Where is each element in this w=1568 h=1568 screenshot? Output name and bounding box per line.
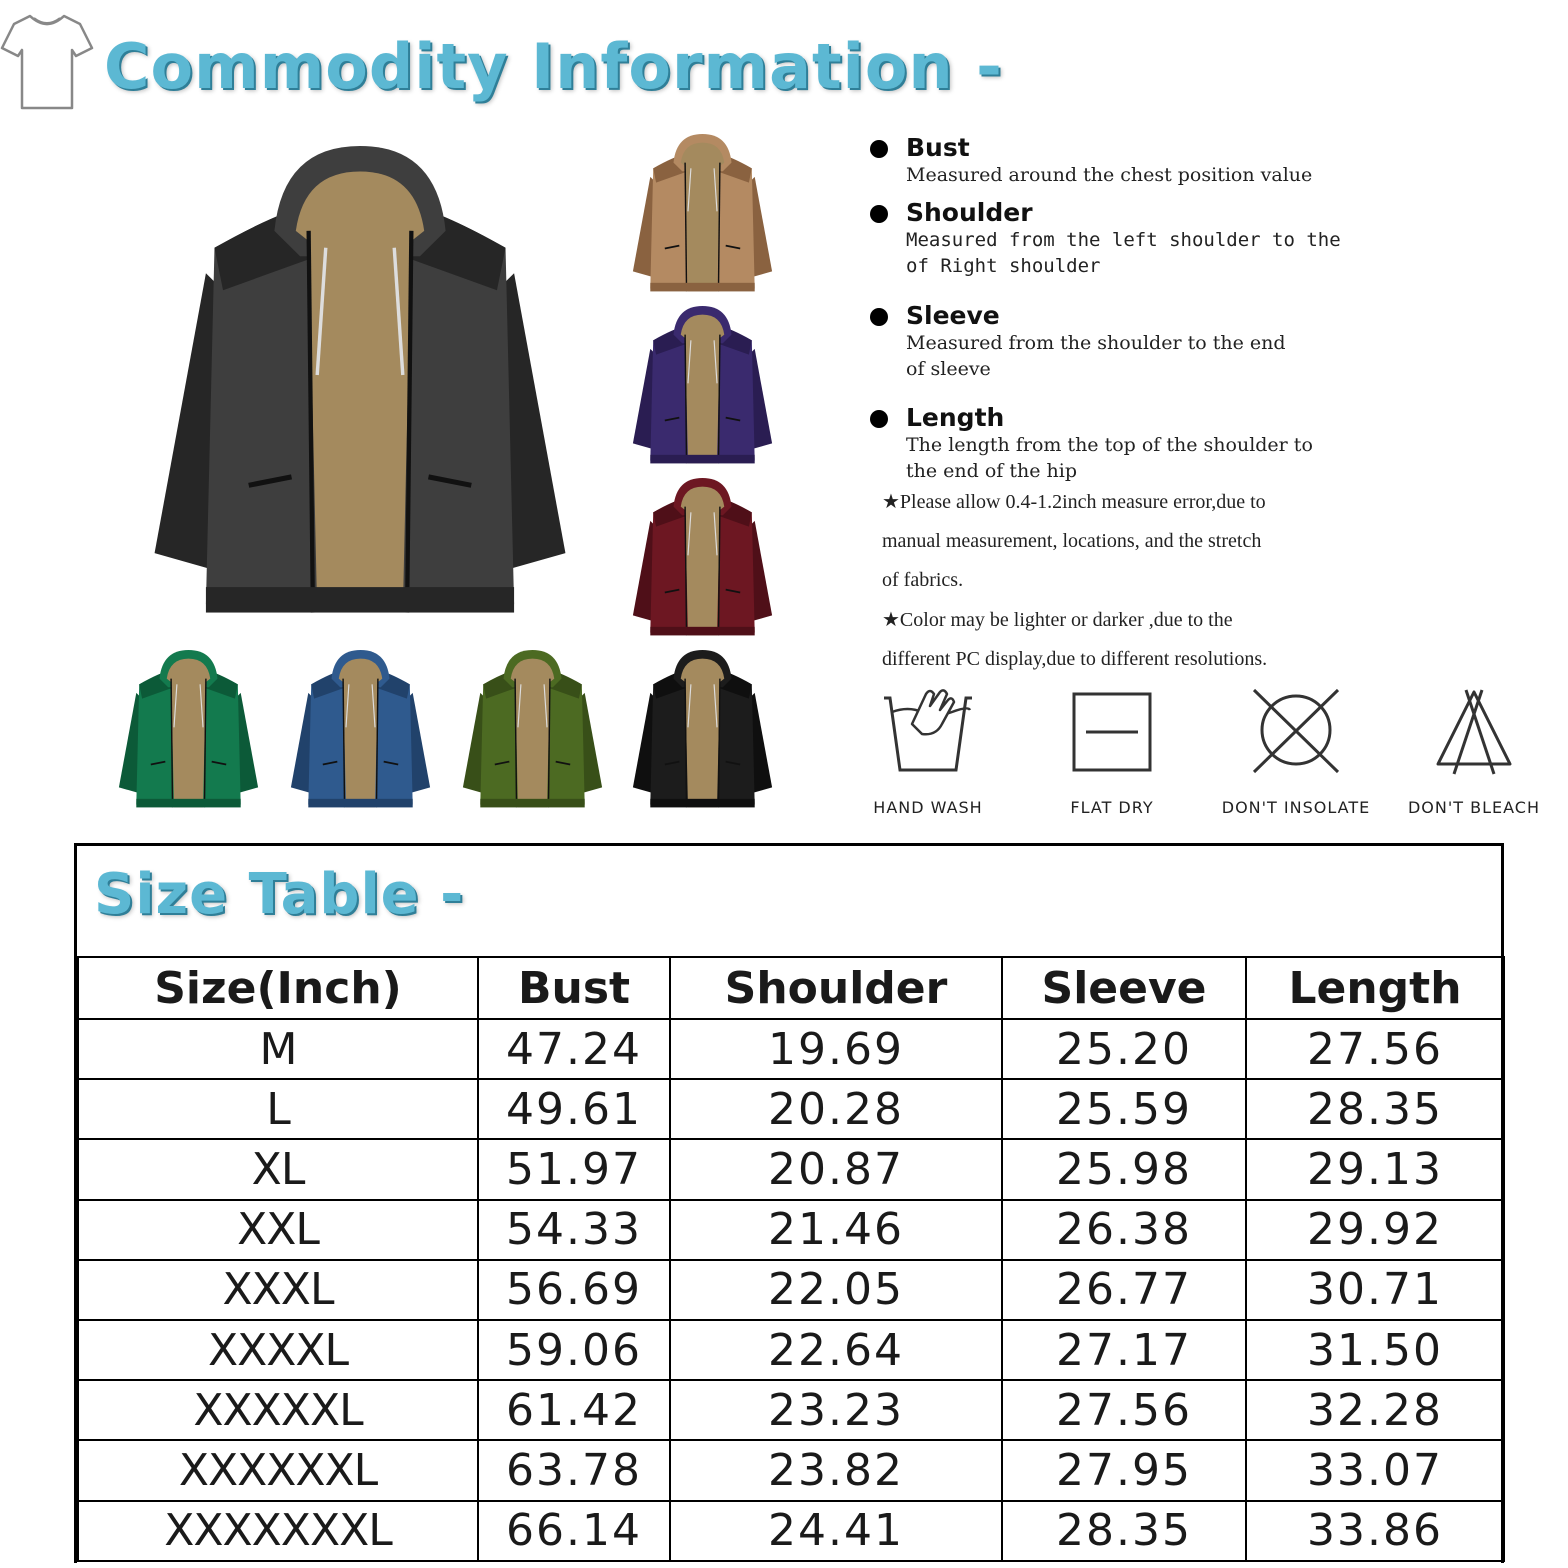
care-dont-insolate bbox=[1206, 684, 1386, 817]
cell-size: XXXXL bbox=[78, 1320, 478, 1380]
cell-size: L bbox=[78, 1079, 478, 1139]
cell-sleeve: 28.35 bbox=[1002, 1501, 1246, 1561]
jacket-image bbox=[630, 478, 775, 644]
cell-shoulder: 20.28 bbox=[670, 1079, 1002, 1139]
jacket-image bbox=[630, 134, 775, 300]
cell-size: XXXL bbox=[78, 1260, 478, 1320]
care-hand-wash bbox=[838, 684, 1018, 817]
note-line: ★Please allow 0.4-1.2inch measure error,due to bbox=[882, 491, 1266, 513]
table-row bbox=[78, 1139, 1504, 1199]
t-shirt-outline-icon bbox=[0, 12, 96, 112]
jacket-image bbox=[146, 146, 574, 638]
column-header-length: Length bbox=[1246, 957, 1504, 1019]
table-row bbox=[78, 1320, 1504, 1380]
note-line: different PC display,due to different resolutions. bbox=[882, 647, 1268, 670]
cell-bust: 51.97 bbox=[478, 1139, 670, 1199]
jacket-image bbox=[288, 650, 433, 816]
cell-sleeve: 27.56 bbox=[1002, 1380, 1246, 1440]
note-line: of fabrics. bbox=[882, 569, 964, 592]
cell-size: M bbox=[78, 1019, 478, 1079]
size-table bbox=[77, 956, 1505, 1562]
cell-shoulder: 24.41 bbox=[670, 1501, 1002, 1561]
bullet-icon bbox=[870, 410, 888, 428]
table-row bbox=[78, 1260, 1504, 1320]
cell-length: 33.07 bbox=[1246, 1440, 1504, 1500]
cell-sleeve: 26.77 bbox=[1002, 1260, 1246, 1320]
cell-length: 32.28 bbox=[1246, 1380, 1504, 1440]
cell-bust: 66.14 bbox=[478, 1501, 670, 1561]
cell-shoulder: 19.69 bbox=[670, 1019, 1002, 1079]
cell-sleeve: 25.59 bbox=[1002, 1079, 1246, 1139]
dont-bleach-icon bbox=[1424, 684, 1524, 776]
measure-title: Length bbox=[906, 403, 1005, 432]
cell-bust: 59.06 bbox=[478, 1320, 670, 1380]
care-label: HAND WASH bbox=[873, 798, 983, 817]
care-label: DON'T BLEACH bbox=[1407, 798, 1540, 817]
measure-title: Shoulder bbox=[906, 198, 1033, 227]
bullet-icon bbox=[870, 205, 888, 223]
measure-title: Bust bbox=[906, 133, 970, 162]
cell-size: XXXXXL bbox=[78, 1380, 478, 1440]
cell-length: 29.92 bbox=[1246, 1200, 1504, 1260]
measure-title: Sleeve bbox=[906, 301, 1000, 330]
table-row bbox=[78, 1079, 1504, 1139]
cell-shoulder: 22.05 bbox=[670, 1260, 1002, 1320]
cell-length: 29.13 bbox=[1246, 1139, 1504, 1199]
cell-size: XL bbox=[78, 1139, 478, 1199]
commodity-information-title: Commodity Information - bbox=[104, 30, 1003, 103]
dont-insolate-icon bbox=[1246, 684, 1346, 776]
cell-bust: 54.33 bbox=[478, 1200, 670, 1260]
care-dont-bleach bbox=[1384, 684, 1564, 817]
cell-shoulder: 20.87 bbox=[670, 1139, 1002, 1199]
care-label: FLAT DRY bbox=[1070, 798, 1154, 817]
table-row bbox=[78, 1200, 1504, 1260]
cell-sleeve: 26.38 bbox=[1002, 1200, 1246, 1260]
cell-bust: 56.69 bbox=[478, 1260, 670, 1320]
cell-length: 33.86 bbox=[1246, 1501, 1504, 1561]
table-row bbox=[78, 1380, 1504, 1440]
jacket-image bbox=[460, 650, 605, 816]
cell-shoulder: 22.64 bbox=[670, 1320, 1002, 1380]
cell-sleeve: 25.20 bbox=[1002, 1019, 1246, 1079]
cell-length: 28.35 bbox=[1246, 1079, 1504, 1139]
measure-desc: Measured from the shoulder to the end bbox=[906, 332, 1286, 354]
flat-dry-icon bbox=[1062, 684, 1162, 776]
cell-sleeve: 25.98 bbox=[1002, 1139, 1246, 1199]
table-row bbox=[78, 1440, 1504, 1500]
cell-length: 27.56 bbox=[1246, 1019, 1504, 1079]
measure-desc: of sleeve bbox=[906, 358, 991, 380]
cell-bust: 49.61 bbox=[478, 1079, 670, 1139]
cell-length: 31.50 bbox=[1246, 1320, 1504, 1380]
bullet-icon bbox=[870, 140, 888, 158]
column-header-size: Size(Inch) bbox=[78, 957, 478, 1019]
cell-shoulder: 23.82 bbox=[670, 1440, 1002, 1500]
cell-sleeve: 27.95 bbox=[1002, 1440, 1246, 1500]
measure-desc: of Right shoulder bbox=[906, 255, 1101, 277]
column-header-sleeve: Sleeve bbox=[1002, 957, 1246, 1019]
cell-size: XXXXXXXL bbox=[78, 1501, 478, 1561]
measure-desc: The length from the top of the shoulder to bbox=[906, 434, 1313, 456]
measurement-notes bbox=[882, 483, 1402, 679]
measure-sleeve bbox=[870, 302, 1430, 382]
hand-wash-icon bbox=[878, 684, 978, 776]
jacket-image bbox=[630, 306, 775, 472]
table-row bbox=[78, 1019, 1504, 1079]
cell-shoulder: 23.23 bbox=[670, 1380, 1002, 1440]
cell-size: XXXXXXL bbox=[78, 1440, 478, 1500]
bullet-icon bbox=[870, 308, 888, 326]
cell-sleeve: 27.17 bbox=[1002, 1320, 1246, 1380]
cell-shoulder: 21.46 bbox=[670, 1200, 1002, 1260]
cell-length: 30.71 bbox=[1246, 1260, 1504, 1320]
table-row bbox=[78, 1501, 1504, 1561]
size-table-header-row bbox=[78, 957, 1504, 1019]
measure-bust bbox=[870, 134, 1430, 188]
cell-bust: 47.24 bbox=[478, 1019, 670, 1079]
jacket-image bbox=[630, 650, 775, 816]
measure-desc: the end of the hip bbox=[906, 460, 1077, 482]
jacket-image bbox=[116, 650, 261, 816]
care-flat-dry bbox=[1022, 684, 1202, 817]
cell-bust: 63.78 bbox=[478, 1440, 670, 1500]
column-header-bust: Bust bbox=[478, 957, 670, 1019]
note-line: manual measurement, locations, and the stretch bbox=[882, 530, 1262, 553]
measure-length bbox=[870, 404, 1430, 484]
note-line: ★Color may be lighter or darker ,due to the bbox=[882, 608, 1233, 631]
cell-size: XXL bbox=[78, 1200, 478, 1260]
measure-desc: Measured around the chest position value bbox=[906, 164, 1313, 186]
size-table-title: Size Table - bbox=[94, 862, 465, 927]
cell-bust: 61.42 bbox=[478, 1380, 670, 1440]
measure-shoulder bbox=[870, 199, 1430, 279]
measure-desc: Measured from the left shoulder to the bbox=[906, 229, 1341, 251]
care-label: DON'T INSOLATE bbox=[1221, 798, 1371, 817]
column-header-shoulder: Shoulder bbox=[670, 957, 1002, 1019]
